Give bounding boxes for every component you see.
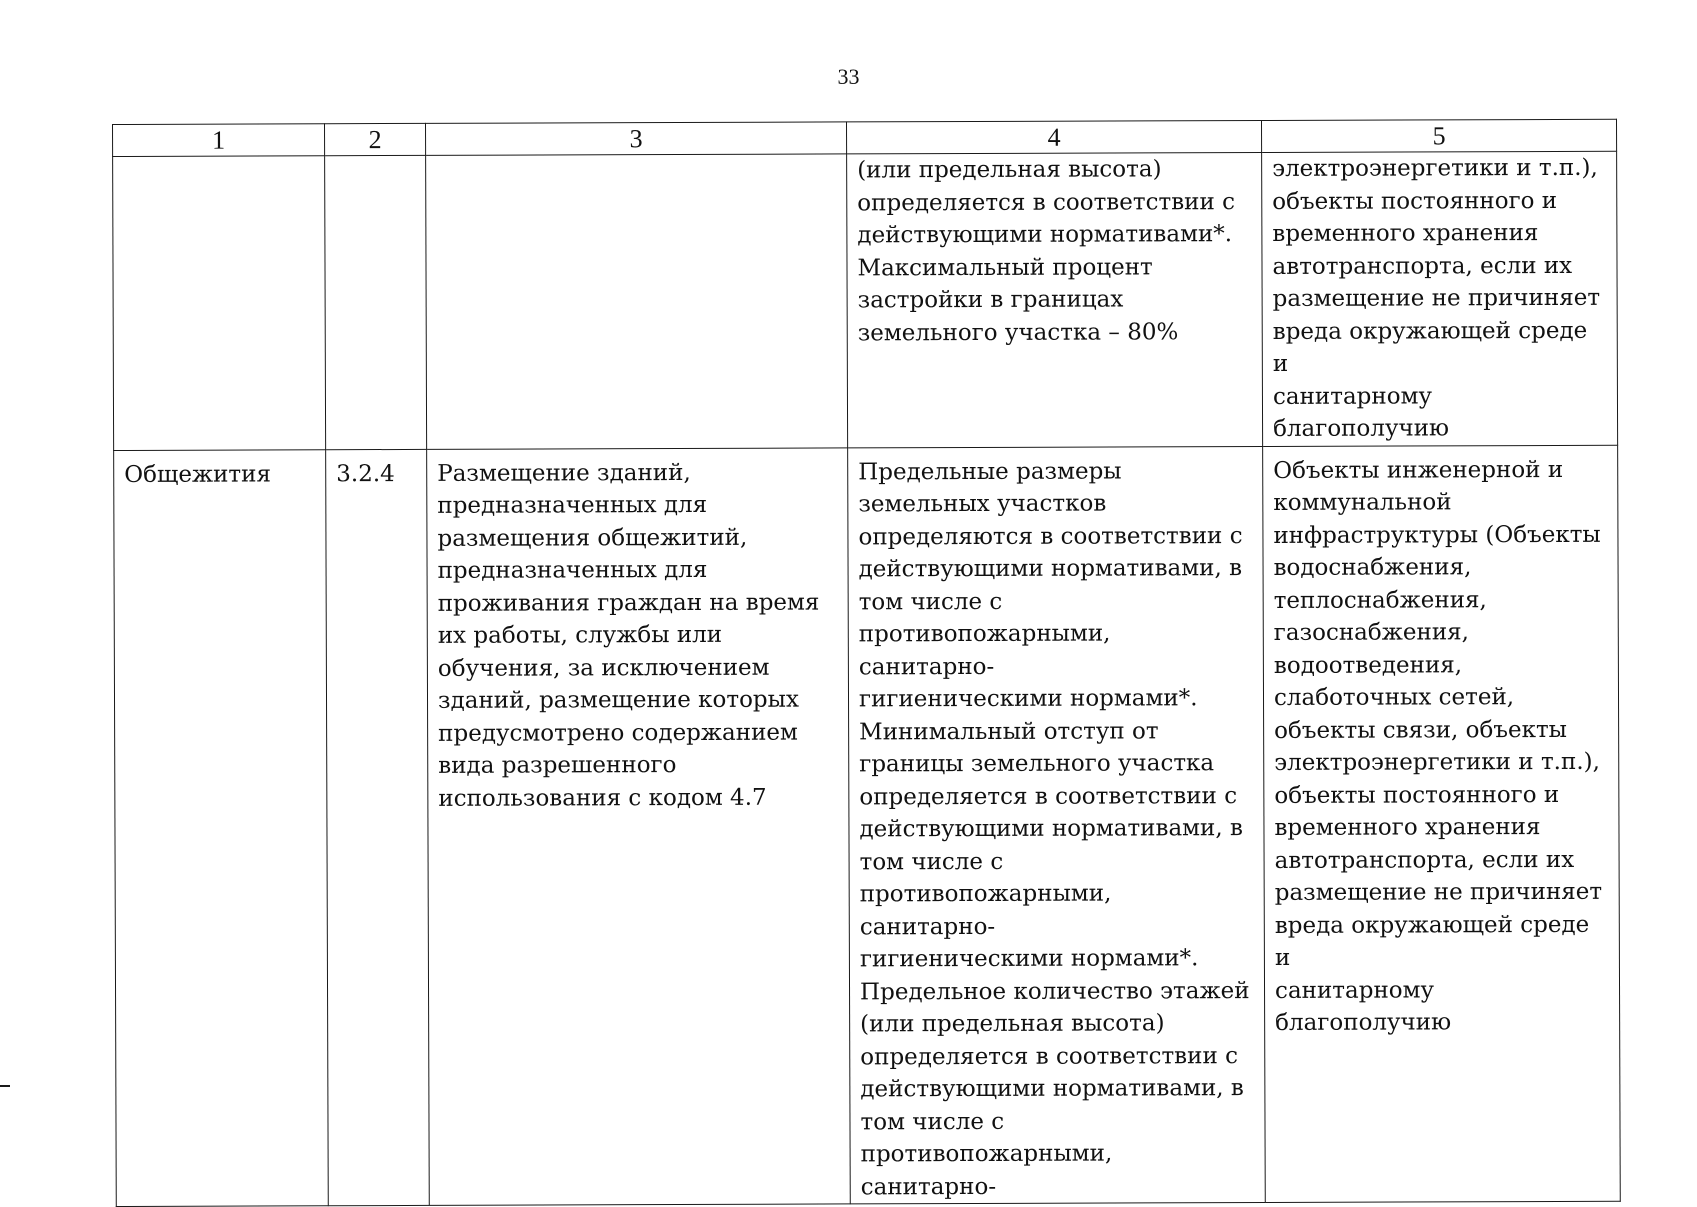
cell-use-code [325, 155, 427, 449]
margin-mark [0, 1085, 10, 1087]
cell-auxiliary-uses [1262, 151, 1618, 446]
table-row [113, 151, 1618, 450]
cell-auxiliary-uses [1263, 445, 1621, 1203]
cell-use-description [427, 447, 851, 1205]
column-header-5: 5 [1261, 119, 1616, 152]
cell-text: Объекты инженерной и коммунальной инфраструктуры (Объекты водоснабжения, теплоснабжения, газоснабжения, водоотведения, слаботочных сетей, объекты связи, объекты электроэнергетики и т.п.), объекты постоянного и временного хранения автотранспорта, если их размещение не причиняет вреда окружающей среде и санитарному благополучию [1273, 453, 1609, 1039]
land-use-table [112, 119, 1621, 1207]
cell-use-name [113, 156, 326, 450]
cell-parameters [847, 152, 1263, 447]
column-header-4: 4 [846, 120, 1261, 153]
cell-text: Размещение зданий, предназначенных для размещения общежитий, предназначенных для проживания граждан на время их работы, службы или обучения, за исключением зданий, размещение которых предусмотрено содержанием вида разрешенного использования с кодом 4.7 [437, 456, 838, 815]
cell-use-name [114, 449, 329, 1206]
page-number: 33 [0, 64, 1697, 90]
cell-text: электроэнергетики и т.п.), объекты постоянного и временного хранения автотранспорта, если их размещение не причиняет вреда окружающей среде и санитарному благополучию [1272, 152, 1607, 446]
cell-parameters [848, 446, 1266, 1204]
cell-use-code [326, 449, 430, 1206]
cell-text: 3.2.4 [336, 457, 416, 490]
cell-text [436, 154, 836, 155]
cell-use-description [426, 154, 848, 449]
column-header-1: 1 [113, 124, 325, 157]
table-header-row [113, 119, 1617, 156]
column-header-3: 3 [425, 122, 846, 155]
cell-text: Общежития [124, 458, 315, 491]
cell-text: (или предельная высота) определяется в соответствии с действующими нормативами*. Максимальный процент застройки в границах земельного участка – 80% [857, 153, 1252, 349]
table-row [114, 445, 1621, 1207]
column-header-2: 2 [325, 123, 426, 155]
cell-text: Предельные размеры земельных участков определяются в соответствии с действующими нормативами, в том числе с противопожарными, санитарно- гигиеническими нормами*. Минимальный отступ от границы земельного участка определяется в соответствии с действующими нормативами, в том числе с противопожарными, санитарно- гигиеническими нормами*. Предельное количество этажей (или предельная высота) определяется в соответствии с действующими нормативами, в том числе с противопожарными, санитарно- [858, 455, 1255, 1204]
cell-text [123, 156, 314, 157]
